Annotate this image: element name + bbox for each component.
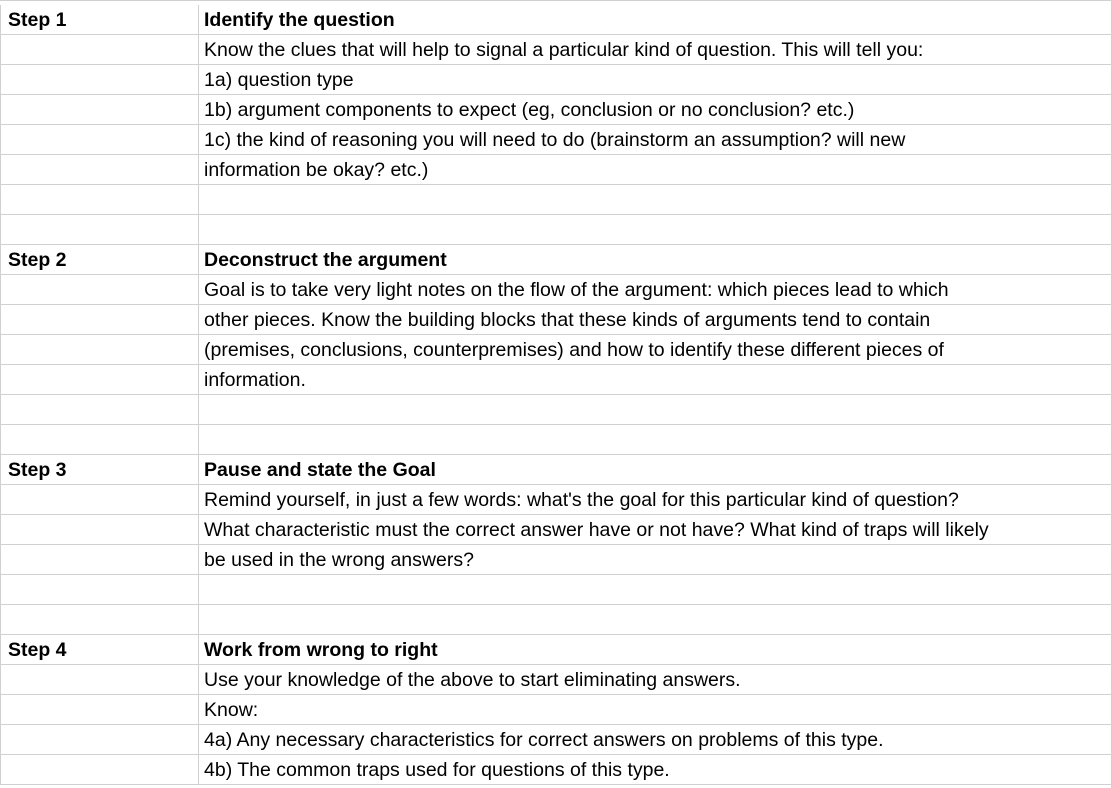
- table-row: [0, 395, 1112, 425]
- table-row: [0, 695, 1112, 725]
- cell-step-detail[interactable]: Goal is to take very light notes on the flow of the argument: which pieces lead to which: [204, 279, 949, 301]
- table-row: [0, 635, 1112, 665]
- table-row: [0, 755, 1112, 785]
- cell-step-label[interactable]: [0, 725, 199, 754]
- cell-step-label[interactable]: [0, 755, 199, 784]
- cell-step-label[interactable]: [0, 275, 199, 304]
- cell-step-detail[interactable]: [199, 425, 1112, 454]
- table-row: [0, 335, 1112, 365]
- table-row: [0, 35, 1112, 65]
- table-row: [0, 95, 1112, 125]
- cell-step-label[interactable]: [0, 365, 199, 394]
- cell-step-title[interactable]: Deconstruct the argument: [204, 249, 447, 271]
- cell-step-detail[interactable]: 4a) Any necessary characteristics for correct answers on problems of this type.: [204, 729, 884, 751]
- cell-step-label[interactable]: [0, 515, 199, 544]
- cell-step-detail[interactable]: Use your knowledge of the above to start eliminating answers.: [204, 669, 741, 691]
- table-row: [0, 65, 1112, 95]
- cell-step-detail[interactable]: 4b) The common traps used for questions of this type.: [204, 759, 670, 781]
- table-row: [0, 155, 1112, 185]
- table-row: [0, 5, 1112, 35]
- cell-step-label[interactable]: [0, 485, 199, 514]
- cell-step-label[interactable]: [0, 605, 199, 634]
- table-row: [0, 425, 1112, 455]
- cell-step-detail[interactable]: [199, 185, 1112, 214]
- grid-top-border: [0, 0, 1112, 1]
- cell-step-label[interactable]: [0, 155, 199, 184]
- cell-step-label[interactable]: [0, 215, 199, 244]
- cell-step-detail[interactable]: [199, 575, 1112, 604]
- table-row: [0, 515, 1112, 545]
- cell-step-detail[interactable]: 1b) argument components to expect (eg, conclusion or no conclusion? etc.): [204, 99, 855, 121]
- table-row: [0, 245, 1112, 275]
- cell-step-label[interactable]: [0, 305, 199, 334]
- cell-step-detail[interactable]: information be okay? etc.): [204, 159, 429, 181]
- table-row: [0, 485, 1112, 515]
- cell-step-detail[interactable]: Remind yourself, in just a few words: what's the goal for this particular kind of question?: [204, 489, 959, 511]
- cell-step-detail[interactable]: information.: [204, 369, 306, 391]
- cell-step-label[interactable]: [0, 65, 199, 94]
- table-row: [0, 575, 1112, 605]
- table-row: [0, 665, 1112, 695]
- cell-step-label[interactable]: [0, 125, 199, 154]
- cell-step-title[interactable]: Pause and state the Goal: [204, 459, 436, 481]
- table-row: [0, 185, 1112, 215]
- cell-step-title[interactable]: Identify the question: [204, 9, 395, 31]
- cell-step-label[interactable]: [0, 335, 199, 364]
- table-row: [0, 275, 1112, 305]
- cell-step-title[interactable]: Work from wrong to right: [204, 639, 438, 661]
- cell-step-label[interactable]: [0, 185, 199, 214]
- cell-step-detail[interactable]: [199, 395, 1112, 424]
- cell-step-label[interactable]: Step 4: [0, 635, 199, 664]
- cell-step-detail[interactable]: What characteristic must the correct answer have or not have? What kind of traps will likely: [204, 519, 989, 541]
- table-row: [0, 305, 1112, 335]
- table-row: [0, 605, 1112, 635]
- table-row: [0, 215, 1112, 245]
- cell-step-label[interactable]: Step 3: [0, 455, 199, 484]
- table-row: [0, 455, 1112, 485]
- cell-step-label[interactable]: [0, 95, 199, 124]
- cell-step-detail[interactable]: be used in the wrong answers?: [204, 549, 474, 571]
- cell-step-detail[interactable]: [199, 215, 1112, 244]
- cell-step-detail[interactable]: other pieces. Know the building blocks that these kinds of arguments tend to contain: [204, 309, 931, 331]
- table-row: [0, 545, 1112, 575]
- cell-step-label[interactable]: [0, 665, 199, 694]
- cell-step-detail[interactable]: 1c) the kind of reasoning you will need to do (brainstorm an assumption? will new: [204, 129, 906, 151]
- cell-step-label[interactable]: [0, 35, 199, 64]
- cell-step-label[interactable]: [0, 575, 199, 604]
- cell-step-detail[interactable]: [199, 605, 1112, 634]
- cell-step-label[interactable]: [0, 545, 199, 574]
- cell-step-detail[interactable]: 1a) question type: [204, 69, 354, 91]
- table-row: [0, 725, 1112, 755]
- cell-step-label[interactable]: [0, 695, 199, 724]
- cell-step-label[interactable]: [0, 425, 199, 454]
- cell-step-detail[interactable]: Know the clues that will help to signal a particular kind of question. This will tell you:: [204, 39, 924, 61]
- cell-step-label[interactable]: [0, 395, 199, 424]
- cell-step-label[interactable]: Step 2: [0, 245, 199, 274]
- cell-step-label[interactable]: Step 1: [0, 5, 199, 34]
- cell-step-detail[interactable]: (premises, conclusions, counterpremises) and how to identify these different pieces of: [204, 339, 944, 361]
- table-row: [0, 365, 1112, 395]
- cell-step-detail[interactable]: Know:: [204, 699, 259, 721]
- table-row: [0, 125, 1112, 155]
